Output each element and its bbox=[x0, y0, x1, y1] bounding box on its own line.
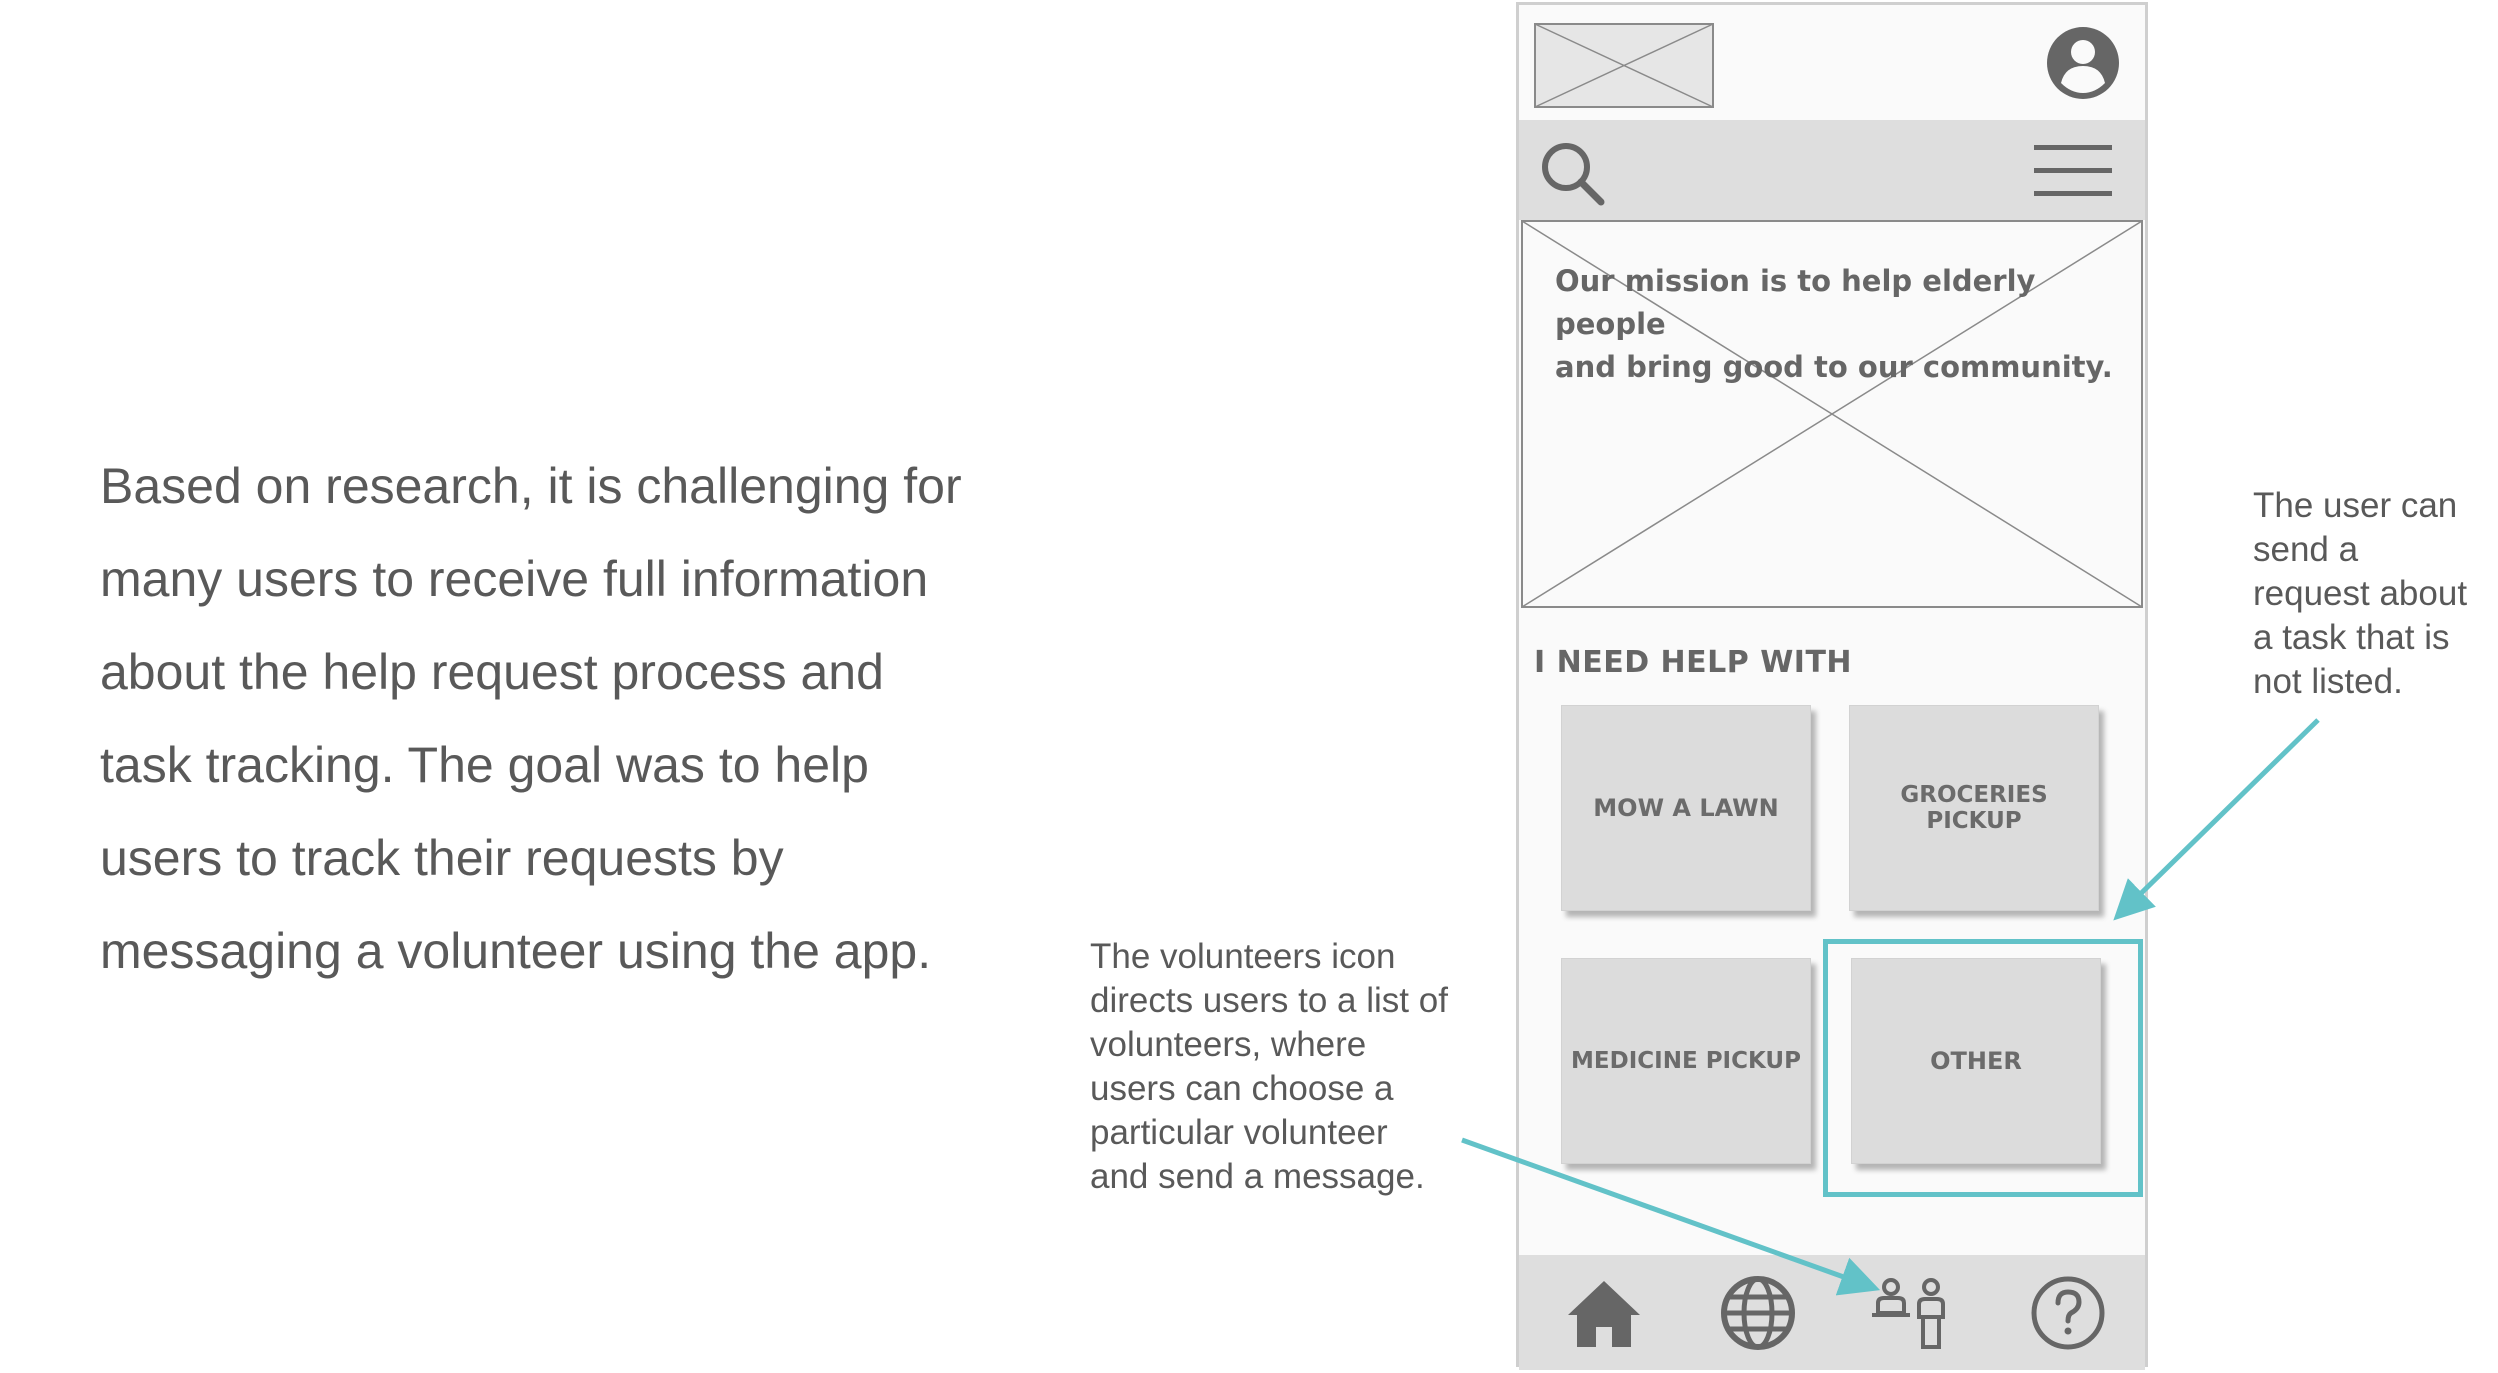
volunteers-icon[interactable] bbox=[1870, 1271, 1954, 1355]
globe-icon[interactable] bbox=[1716, 1271, 1800, 1355]
user-circle-icon[interactable] bbox=[2045, 25, 2121, 101]
help-icon[interactable] bbox=[2026, 1271, 2110, 1355]
tile-mow-a-lawn[interactable]: MOW A LAWN bbox=[1561, 705, 1811, 911]
tile-other[interactable]: OTHER bbox=[1851, 958, 2101, 1164]
volunteers-annotation: The volunteers icon directs users to a list of volunteers, where users can choose a particular volunteer and send a message. bbox=[1090, 937, 1448, 1196]
tile-medicine-pickup[interactable]: MEDICINE PICKUP bbox=[1561, 958, 1811, 1164]
image-placeholder-icon bbox=[1534, 23, 1714, 108]
search-icon[interactable] bbox=[1539, 140, 1605, 206]
other-arrow bbox=[2124, 720, 2318, 910]
other-tile-highlight bbox=[1823, 939, 2143, 1197]
other-annotation: The user can send a request about a task that is not listed. bbox=[2253, 486, 2468, 701]
intro-paragraph: Based on research, it is challenging for many users to receive full information about the help request process and task tracking. The goal was to help users to track their requests by messaging a volunteer using the app. bbox=[100, 458, 962, 979]
help-section-title: I NEED HELP WITH bbox=[1534, 645, 1853, 680]
bottom-navigation bbox=[1519, 1255, 2145, 1370]
home-icon[interactable] bbox=[1562, 1271, 1646, 1355]
search-bar bbox=[1519, 120, 2145, 220]
mission-statement: Our mission is to help elderly people and bring good to our community. bbox=[1555, 264, 2113, 384]
hamburger-menu-icon[interactable] bbox=[2034, 142, 2112, 200]
hero-image-placeholder bbox=[1521, 220, 2143, 608]
tile-groceries-pickup[interactable]: GROCERIES PICKUP bbox=[1849, 705, 2099, 911]
